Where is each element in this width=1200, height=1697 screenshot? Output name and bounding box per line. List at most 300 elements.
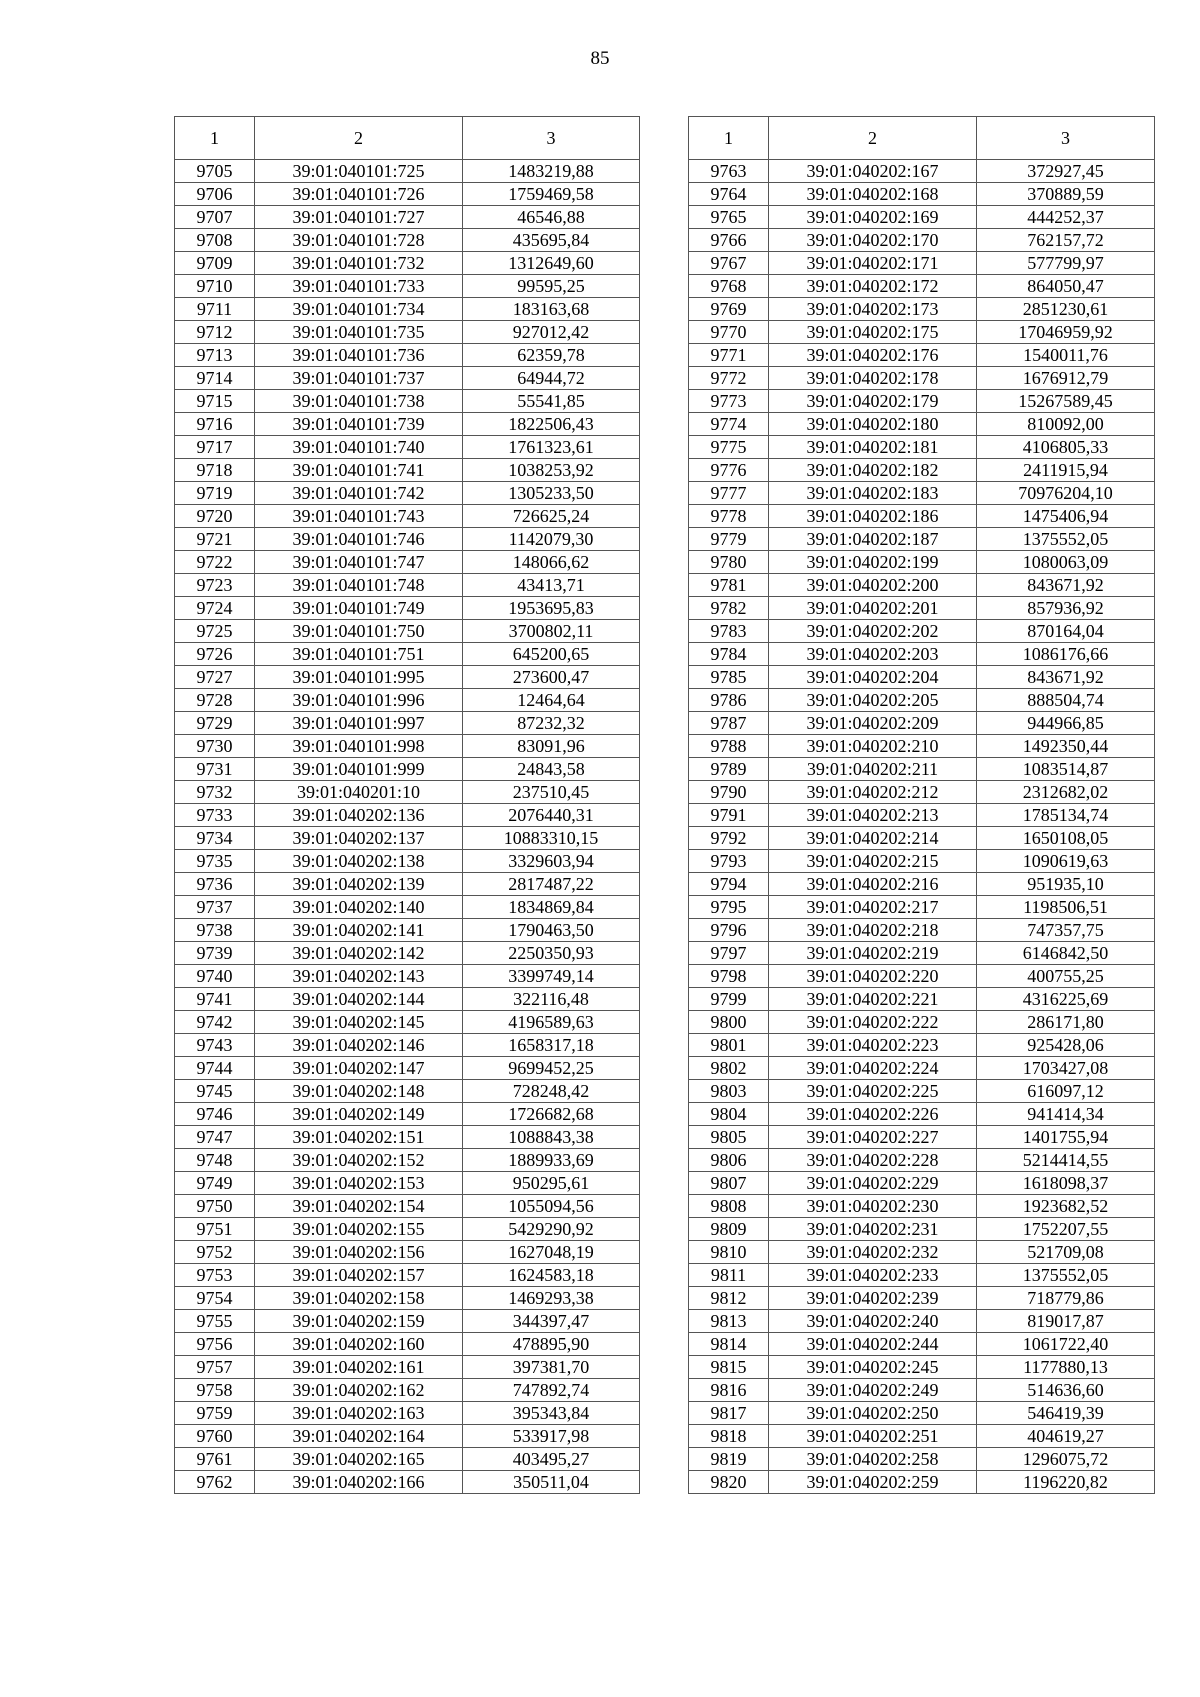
value-cell: 5429290,92 bbox=[463, 1218, 640, 1241]
table-row bbox=[689, 275, 1155, 298]
table-row bbox=[175, 367, 640, 390]
table-row bbox=[175, 1448, 640, 1471]
table-row bbox=[175, 298, 640, 321]
table-row bbox=[175, 1287, 640, 1310]
row-number-cell: 9732 bbox=[175, 781, 255, 804]
table-row bbox=[689, 804, 1155, 827]
value-cell: 645200,65 bbox=[463, 643, 640, 666]
value-cell: 944966,85 bbox=[977, 712, 1155, 735]
cadastral-number-cell: 39:01:040202:202 bbox=[769, 620, 977, 643]
row-number-cell: 9719 bbox=[175, 482, 255, 505]
cadastral-number-cell: 39:01:040101:728 bbox=[255, 229, 463, 252]
row-number-cell: 9762 bbox=[175, 1471, 255, 1494]
value-cell: 1618098,37 bbox=[977, 1172, 1155, 1195]
value-cell: 1726682,68 bbox=[463, 1103, 640, 1126]
value-cell: 870164,04 bbox=[977, 620, 1155, 643]
value-cell: 941414,34 bbox=[977, 1103, 1155, 1126]
row-number-cell: 9743 bbox=[175, 1034, 255, 1057]
cadastral-number-cell: 39:01:040202:176 bbox=[769, 344, 977, 367]
row-number-cell: 9735 bbox=[175, 850, 255, 873]
table-row bbox=[175, 528, 640, 551]
cadastral-number-cell: 39:01:040202:222 bbox=[769, 1011, 977, 1034]
row-number-cell: 9707 bbox=[175, 206, 255, 229]
table-row bbox=[689, 758, 1155, 781]
table-row bbox=[175, 712, 640, 735]
value-cell: 1703427,08 bbox=[977, 1057, 1155, 1080]
cadastral-number-cell: 39:01:040101:734 bbox=[255, 298, 463, 321]
table-row bbox=[175, 1471, 640, 1494]
row-number-cell: 9708 bbox=[175, 229, 255, 252]
table-row bbox=[689, 1448, 1155, 1471]
table-row bbox=[175, 183, 640, 206]
row-number-cell: 9784 bbox=[689, 643, 769, 666]
cadastral-number-cell: 39:01:040202:228 bbox=[769, 1149, 977, 1172]
row-number-cell: 9752 bbox=[175, 1241, 255, 1264]
table-row bbox=[689, 1011, 1155, 1034]
value-cell: 728248,42 bbox=[463, 1080, 640, 1103]
value-cell: 1822506,43 bbox=[463, 413, 640, 436]
table-row bbox=[689, 1264, 1155, 1287]
row-number-cell: 9748 bbox=[175, 1149, 255, 1172]
table-row bbox=[689, 183, 1155, 206]
table-row bbox=[175, 160, 640, 183]
row-number-cell: 9804 bbox=[689, 1103, 769, 1126]
row-number-cell: 9791 bbox=[689, 804, 769, 827]
cadastral-number-cell: 39:01:040202:170 bbox=[769, 229, 977, 252]
table-row bbox=[175, 1195, 640, 1218]
row-number-cell: 9768 bbox=[689, 275, 769, 298]
row-number-cell: 9771 bbox=[689, 344, 769, 367]
row-number-cell: 9731 bbox=[175, 758, 255, 781]
cadastral-number-cell: 39:01:040101:733 bbox=[255, 275, 463, 298]
value-cell: 726625,24 bbox=[463, 505, 640, 528]
column-header-3: 3 bbox=[463, 117, 640, 160]
row-number-cell: 9751 bbox=[175, 1218, 255, 1241]
table-row bbox=[175, 1264, 640, 1287]
cadastral-number-cell: 39:01:040202:142 bbox=[255, 942, 463, 965]
value-cell: 925428,06 bbox=[977, 1034, 1155, 1057]
row-number-cell: 9811 bbox=[689, 1264, 769, 1287]
row-number-cell: 9737 bbox=[175, 896, 255, 919]
row-number-cell: 9718 bbox=[175, 459, 255, 482]
value-cell: 4196589,63 bbox=[463, 1011, 640, 1034]
table-row bbox=[689, 229, 1155, 252]
cadastral-number-cell: 39:01:040202:211 bbox=[769, 758, 977, 781]
cadastral-number-cell: 39:01:040202:259 bbox=[769, 1471, 977, 1494]
row-number-cell: 9798 bbox=[689, 965, 769, 988]
table-row bbox=[689, 1425, 1155, 1448]
table-row bbox=[689, 298, 1155, 321]
table-row bbox=[175, 873, 640, 896]
value-cell: 546419,39 bbox=[977, 1402, 1155, 1425]
table-row bbox=[175, 1379, 640, 1402]
cadastral-number-cell: 39:01:040202:156 bbox=[255, 1241, 463, 1264]
table-row bbox=[689, 436, 1155, 459]
table-row bbox=[689, 528, 1155, 551]
value-cell: 4106805,33 bbox=[977, 436, 1155, 459]
table-row bbox=[689, 1310, 1155, 1333]
value-cell: 1375552,05 bbox=[977, 1264, 1155, 1287]
value-cell: 1676912,79 bbox=[977, 367, 1155, 390]
row-number-cell: 9807 bbox=[689, 1172, 769, 1195]
value-cell: 1055094,56 bbox=[463, 1195, 640, 1218]
table-row bbox=[175, 919, 640, 942]
cadastral-number-cell: 39:01:040202:212 bbox=[769, 781, 977, 804]
table-header-row bbox=[175, 117, 640, 160]
row-number-cell: 9795 bbox=[689, 896, 769, 919]
row-number-cell: 9789 bbox=[689, 758, 769, 781]
value-cell: 350511,04 bbox=[463, 1471, 640, 1494]
row-number-cell: 9765 bbox=[689, 206, 769, 229]
row-number-cell: 9787 bbox=[689, 712, 769, 735]
cadastral-number-cell: 39:01:040202:146 bbox=[255, 1034, 463, 1057]
value-cell: 372927,45 bbox=[977, 160, 1155, 183]
table-row bbox=[175, 390, 640, 413]
table-row bbox=[175, 620, 640, 643]
cadastral-number-cell: 39:01:040202:169 bbox=[769, 206, 977, 229]
table-row bbox=[689, 1471, 1155, 1494]
row-number-cell: 9736 bbox=[175, 873, 255, 896]
table-row bbox=[689, 850, 1155, 873]
value-cell: 478895,90 bbox=[463, 1333, 640, 1356]
table-row bbox=[689, 873, 1155, 896]
cadastral-number-cell: 39:01:040101:740 bbox=[255, 436, 463, 459]
table-row bbox=[689, 1379, 1155, 1402]
row-number-cell: 9709 bbox=[175, 252, 255, 275]
value-cell: 148066,62 bbox=[463, 551, 640, 574]
value-cell: 2076440,31 bbox=[463, 804, 640, 827]
value-cell: 70976204,10 bbox=[977, 482, 1155, 505]
row-number-cell: 9745 bbox=[175, 1080, 255, 1103]
row-number-cell: 9756 bbox=[175, 1333, 255, 1356]
row-number-cell: 9733 bbox=[175, 804, 255, 827]
cadastral-number-cell: 39:01:040101:998 bbox=[255, 735, 463, 758]
row-number-cell: 9738 bbox=[175, 919, 255, 942]
value-cell: 15267589,45 bbox=[977, 390, 1155, 413]
value-cell: 403495,27 bbox=[463, 1448, 640, 1471]
table-row bbox=[175, 827, 640, 850]
value-cell: 1305233,50 bbox=[463, 482, 640, 505]
row-number-cell: 9705 bbox=[175, 160, 255, 183]
row-number-cell: 9727 bbox=[175, 666, 255, 689]
row-number-cell: 9776 bbox=[689, 459, 769, 482]
cadastral-number-cell: 39:01:040202:245 bbox=[769, 1356, 977, 1379]
cadastral-number-cell: 39:01:040202:158 bbox=[255, 1287, 463, 1310]
table-row bbox=[175, 1241, 640, 1264]
value-cell: 64944,72 bbox=[463, 367, 640, 390]
table-row bbox=[175, 482, 640, 505]
table-row bbox=[689, 1218, 1155, 1241]
cadastral-number-cell: 39:01:040101:999 bbox=[255, 758, 463, 781]
table-row bbox=[689, 459, 1155, 482]
cadastral-number-cell: 39:01:040101:748 bbox=[255, 574, 463, 597]
cadastral-number-cell: 39:01:040202:204 bbox=[769, 666, 977, 689]
table-row bbox=[689, 390, 1155, 413]
cadastral-number-cell: 39:01:040101:739 bbox=[255, 413, 463, 436]
row-number-cell: 9739 bbox=[175, 942, 255, 965]
table-row bbox=[175, 965, 640, 988]
cadastral-number-cell: 39:01:040202:163 bbox=[255, 1402, 463, 1425]
value-cell: 1761323,61 bbox=[463, 436, 640, 459]
row-number-cell: 9783 bbox=[689, 620, 769, 643]
value-cell: 2851230,61 bbox=[977, 298, 1155, 321]
row-number-cell: 9785 bbox=[689, 666, 769, 689]
cadastral-number-cell: 39:01:040202:157 bbox=[255, 1264, 463, 1287]
value-cell: 17046959,92 bbox=[977, 321, 1155, 344]
row-number-cell: 9793 bbox=[689, 850, 769, 873]
value-cell: 1953695,83 bbox=[463, 597, 640, 620]
table-row bbox=[175, 1057, 640, 1080]
value-cell: 400755,25 bbox=[977, 965, 1155, 988]
value-cell: 2411915,94 bbox=[977, 459, 1155, 482]
row-number-cell: 9800 bbox=[689, 1011, 769, 1034]
cadastral-number-cell: 39:01:040202:162 bbox=[255, 1379, 463, 1402]
value-cell: 1790463,50 bbox=[463, 919, 640, 942]
cadastral-number-cell: 39:01:040101:746 bbox=[255, 528, 463, 551]
table-row bbox=[689, 367, 1155, 390]
table-row bbox=[175, 850, 640, 873]
row-number-cell: 9809 bbox=[689, 1218, 769, 1241]
cadastral-number-cell: 39:01:040202:239 bbox=[769, 1287, 977, 1310]
table-row bbox=[175, 459, 640, 482]
table-row bbox=[175, 413, 640, 436]
cadastral-number-cell: 39:01:040202:219 bbox=[769, 942, 977, 965]
cadastral-number-cell: 39:01:040202:160 bbox=[255, 1333, 463, 1356]
table-row bbox=[689, 1080, 1155, 1103]
value-cell: 1627048,19 bbox=[463, 1241, 640, 1264]
cadastral-number-cell: 39:01:040202:154 bbox=[255, 1195, 463, 1218]
column-header-3: 3 bbox=[977, 117, 1155, 160]
table-row bbox=[175, 735, 640, 758]
table-row bbox=[689, 1356, 1155, 1379]
value-cell: 62359,78 bbox=[463, 344, 640, 367]
table-row bbox=[689, 1172, 1155, 1195]
row-number-cell: 9775 bbox=[689, 436, 769, 459]
cadastral-number-cell: 39:01:040202:218 bbox=[769, 919, 977, 942]
row-number-cell: 9720 bbox=[175, 505, 255, 528]
cadastral-number-cell: 39:01:040202:151 bbox=[255, 1126, 463, 1149]
cadastral-number-cell: 39:01:040202:149 bbox=[255, 1103, 463, 1126]
value-cell: 1083514,87 bbox=[977, 758, 1155, 781]
row-number-cell: 9766 bbox=[689, 229, 769, 252]
value-cell: 322116,48 bbox=[463, 988, 640, 1011]
row-number-cell: 9788 bbox=[689, 735, 769, 758]
table-row bbox=[689, 712, 1155, 735]
value-cell: 5214414,55 bbox=[977, 1149, 1155, 1172]
cadastral-number-cell: 39:01:040202:232 bbox=[769, 1241, 977, 1264]
value-cell: 370889,59 bbox=[977, 183, 1155, 206]
cadastral-number-cell: 39:01:040202:199 bbox=[769, 551, 977, 574]
row-number-cell: 9820 bbox=[689, 1471, 769, 1494]
row-number-cell: 9774 bbox=[689, 413, 769, 436]
cadastral-number-cell: 39:01:040202:209 bbox=[769, 712, 977, 735]
value-cell: 1624583,18 bbox=[463, 1264, 640, 1287]
value-cell: 1401755,94 bbox=[977, 1126, 1155, 1149]
row-number-cell: 9759 bbox=[175, 1402, 255, 1425]
table-row bbox=[175, 551, 640, 574]
row-number-cell: 9724 bbox=[175, 597, 255, 620]
table-row bbox=[175, 1103, 640, 1126]
table-header-row bbox=[689, 117, 1155, 160]
table-row bbox=[175, 758, 640, 781]
table-row bbox=[689, 965, 1155, 988]
cadastral-number-cell: 39:01:040202:137 bbox=[255, 827, 463, 850]
table-row bbox=[175, 1080, 640, 1103]
row-number-cell: 9755 bbox=[175, 1310, 255, 1333]
cadastral-number-cell: 39:01:040202:164 bbox=[255, 1425, 463, 1448]
value-cell: 1177880,13 bbox=[977, 1356, 1155, 1379]
cadastral-number-cell: 39:01:040101:747 bbox=[255, 551, 463, 574]
cadastral-number-cell: 39:01:040202:181 bbox=[769, 436, 977, 459]
value-cell: 1080063,09 bbox=[977, 551, 1155, 574]
table-row bbox=[175, 804, 640, 827]
row-number-cell: 9721 bbox=[175, 528, 255, 551]
table-row bbox=[175, 574, 640, 597]
cadastral-number-cell: 39:01:040101:727 bbox=[255, 206, 463, 229]
row-number-cell: 9760 bbox=[175, 1425, 255, 1448]
cadastral-number-cell: 39:01:040202:180 bbox=[769, 413, 977, 436]
value-cell: 616097,12 bbox=[977, 1080, 1155, 1103]
table-row bbox=[689, 505, 1155, 528]
table-row bbox=[689, 666, 1155, 689]
value-cell: 514636,60 bbox=[977, 1379, 1155, 1402]
cadastral-number-cell: 39:01:040202:224 bbox=[769, 1057, 977, 1080]
cadastral-number-cell: 39:01:040202:201 bbox=[769, 597, 977, 620]
cadastral-number-cell: 39:01:040101:743 bbox=[255, 505, 463, 528]
row-number-cell: 9764 bbox=[689, 183, 769, 206]
value-cell: 3329603,94 bbox=[463, 850, 640, 873]
cadastral-number-cell: 39:01:040202:144 bbox=[255, 988, 463, 1011]
column-header-2: 2 bbox=[255, 117, 463, 160]
value-cell: 718779,86 bbox=[977, 1287, 1155, 1310]
value-cell: 46546,88 bbox=[463, 206, 640, 229]
cadastral-number-cell: 39:01:040101:726 bbox=[255, 183, 463, 206]
value-cell: 12464,64 bbox=[463, 689, 640, 712]
row-number-cell: 9716 bbox=[175, 413, 255, 436]
table-row bbox=[689, 643, 1155, 666]
row-number-cell: 9770 bbox=[689, 321, 769, 344]
table-row bbox=[175, 988, 640, 1011]
row-number-cell: 9714 bbox=[175, 367, 255, 390]
table-row bbox=[175, 942, 640, 965]
cadastral-number-cell: 39:01:040202:141 bbox=[255, 919, 463, 942]
row-number-cell: 9815 bbox=[689, 1356, 769, 1379]
row-number-cell: 9802 bbox=[689, 1057, 769, 1080]
row-number-cell: 9805 bbox=[689, 1126, 769, 1149]
value-cell: 1090619,63 bbox=[977, 850, 1155, 873]
row-number-cell: 9730 bbox=[175, 735, 255, 758]
value-cell: 927012,42 bbox=[463, 321, 640, 344]
value-cell: 1061722,40 bbox=[977, 1333, 1155, 1356]
cadastral-number-cell: 39:01:040202:183 bbox=[769, 482, 977, 505]
row-number-cell: 9780 bbox=[689, 551, 769, 574]
table-row bbox=[689, 781, 1155, 804]
cadastral-number-cell: 39:01:040202:147 bbox=[255, 1057, 463, 1080]
row-number-cell: 9779 bbox=[689, 528, 769, 551]
cadastral-number-cell: 39:01:040202:140 bbox=[255, 896, 463, 919]
table-row bbox=[175, 229, 640, 252]
table-row bbox=[175, 689, 640, 712]
table-row bbox=[175, 666, 640, 689]
value-cell: 1469293,38 bbox=[463, 1287, 640, 1310]
cadastral-number-cell: 39:01:040202:233 bbox=[769, 1264, 977, 1287]
row-number-cell: 9790 bbox=[689, 781, 769, 804]
table-row bbox=[689, 735, 1155, 758]
row-number-cell: 9781 bbox=[689, 574, 769, 597]
table-row bbox=[175, 781, 640, 804]
table-row bbox=[175, 275, 640, 298]
row-number-cell: 9777 bbox=[689, 482, 769, 505]
cadastral-number-cell: 39:01:040202:226 bbox=[769, 1103, 977, 1126]
table-row bbox=[175, 1402, 640, 1425]
cadastral-number-cell: 39:01:040101:996 bbox=[255, 689, 463, 712]
value-cell: 888504,74 bbox=[977, 689, 1155, 712]
row-number-cell: 9744 bbox=[175, 1057, 255, 1080]
value-cell: 1375552,05 bbox=[977, 528, 1155, 551]
value-cell: 1475406,94 bbox=[977, 505, 1155, 528]
cadastral-number-cell: 39:01:040202:240 bbox=[769, 1310, 977, 1333]
value-cell: 1088843,38 bbox=[463, 1126, 640, 1149]
table-row bbox=[689, 896, 1155, 919]
table-row bbox=[689, 1103, 1155, 1126]
row-number-cell: 9726 bbox=[175, 643, 255, 666]
value-cell: 2312682,02 bbox=[977, 781, 1155, 804]
value-cell: 810092,00 bbox=[977, 413, 1155, 436]
table-row bbox=[689, 597, 1155, 620]
cadastral-number-cell: 39:01:040101:995 bbox=[255, 666, 463, 689]
table-row bbox=[689, 1402, 1155, 1425]
cadastral-number-cell: 39:01:040101:725 bbox=[255, 160, 463, 183]
cadastral-number-cell: 39:01:040202:139 bbox=[255, 873, 463, 896]
table-row bbox=[689, 827, 1155, 850]
value-cell: 951935,10 bbox=[977, 873, 1155, 896]
cadastral-number-cell: 39:01:040202:200 bbox=[769, 574, 977, 597]
value-cell: 9699452,25 bbox=[463, 1057, 640, 1080]
value-cell: 1196220,82 bbox=[977, 1471, 1155, 1494]
value-cell: 286171,80 bbox=[977, 1011, 1155, 1034]
table-row bbox=[689, 574, 1155, 597]
table-row bbox=[689, 321, 1155, 344]
table-row bbox=[689, 1195, 1155, 1218]
table-row bbox=[175, 1126, 640, 1149]
value-cell: 1312649,60 bbox=[463, 252, 640, 275]
row-number-cell: 9816 bbox=[689, 1379, 769, 1402]
cadastral-number-cell: 39:01:040202:136 bbox=[255, 804, 463, 827]
table-row bbox=[689, 344, 1155, 367]
row-number-cell: 9723 bbox=[175, 574, 255, 597]
cadastral-number-cell: 39:01:040202:223 bbox=[769, 1034, 977, 1057]
row-number-cell: 9801 bbox=[689, 1034, 769, 1057]
value-cell: 1759469,58 bbox=[463, 183, 640, 206]
row-number-cell: 9706 bbox=[175, 183, 255, 206]
row-number-cell: 9769 bbox=[689, 298, 769, 321]
column-header-1: 1 bbox=[175, 117, 255, 160]
table-row bbox=[689, 919, 1155, 942]
cadastral-number-cell: 39:01:040202:166 bbox=[255, 1471, 463, 1494]
column-header-1: 1 bbox=[689, 117, 769, 160]
table-row bbox=[175, 436, 640, 459]
cadastral-number-cell: 39:01:040202:172 bbox=[769, 275, 977, 298]
value-cell: 1889933,69 bbox=[463, 1149, 640, 1172]
row-number-cell: 9757 bbox=[175, 1356, 255, 1379]
table-row bbox=[689, 1333, 1155, 1356]
cadastral-number-cell: 39:01:040202:215 bbox=[769, 850, 977, 873]
table-row bbox=[175, 1034, 640, 1057]
column-header-2: 2 bbox=[769, 117, 977, 160]
value-cell: 99595,25 bbox=[463, 275, 640, 298]
value-cell: 55541,85 bbox=[463, 390, 640, 413]
row-number-cell: 9715 bbox=[175, 390, 255, 413]
